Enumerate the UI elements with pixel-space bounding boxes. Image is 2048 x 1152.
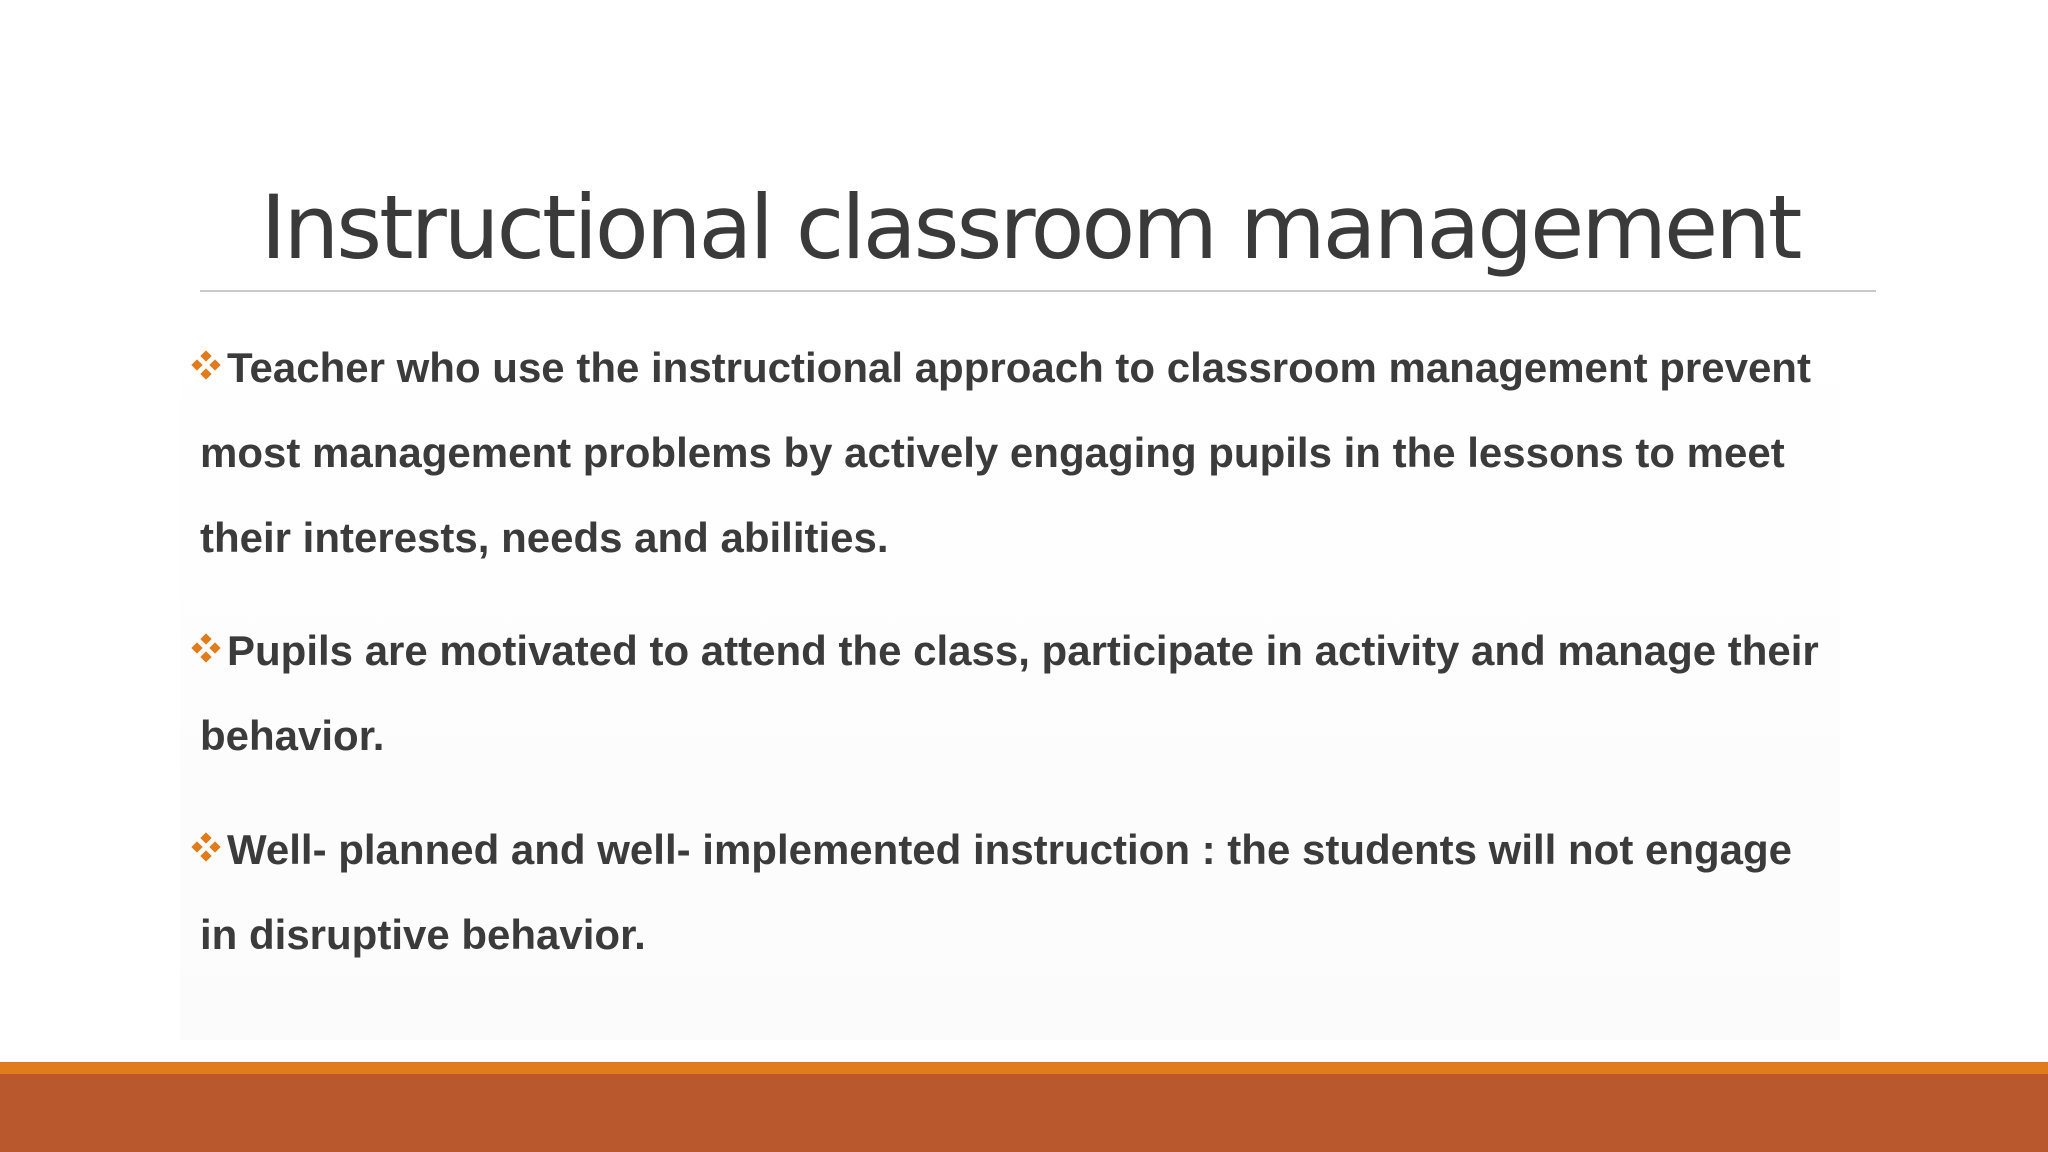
diamond-cluster-icon (186, 829, 226, 869)
title-divider (200, 290, 1876, 292)
slide-title: Instructional classroom management (260, 176, 1800, 279)
bullet-item (200, 608, 1830, 778)
slide-body (180, 320, 1840, 1040)
bullet-item (200, 807, 1830, 977)
diamond-cluster-icon (186, 630, 226, 670)
bullet-item (200, 325, 1830, 580)
footer-band (0, 1074, 2048, 1152)
bullet-text: Pupils are motivated to attend the class, participate in activity and manage their behavior. (200, 627, 1819, 759)
diamond-cluster-icon (186, 347, 226, 387)
bullet-text: Teacher who use the instructional approach to classroom management prevent most management problems by actively engaging pupils in the lessons to meet their interests, needs and abilities. (200, 344, 1811, 561)
footer-accent-stripe (0, 1062, 2048, 1074)
bullet-text: Well- planned and well- implemented instruction : the students will not engage in disruptive behavior. (200, 826, 1793, 958)
